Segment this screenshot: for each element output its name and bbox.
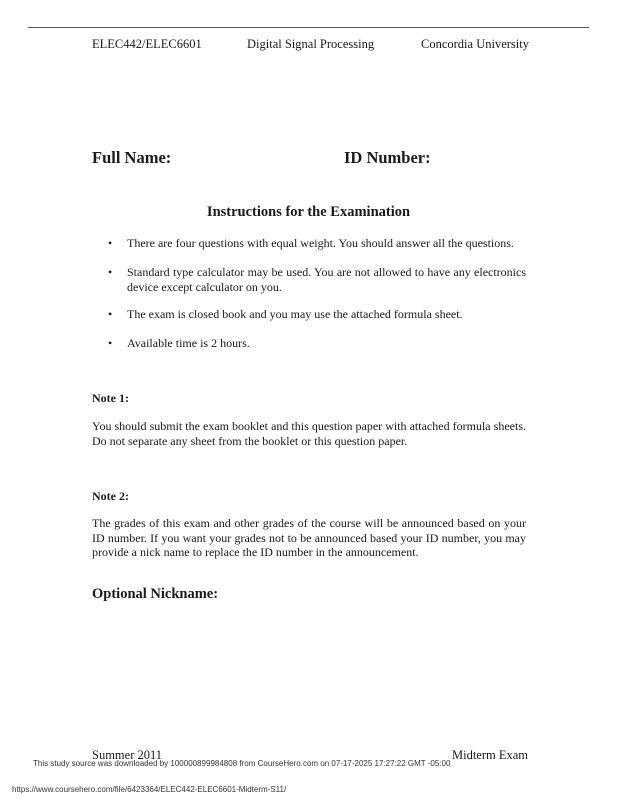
university-name: Concordia University: [421, 37, 529, 51]
course-code: ELEC442/ELEC6601: [92, 37, 202, 51]
bullet-icon: •: [108, 236, 113, 250]
list-item: [108, 265, 526, 294]
course-subject: Digital Signal Processing: [247, 37, 375, 51]
footer-term: Summer 2011: [92, 748, 163, 762]
list-item: [108, 236, 526, 251]
note2-title: Note 2:: [92, 489, 129, 503]
instructions-title: Instructions for the Examination: [206, 204, 411, 220]
nickname-label: Optional Nickname:: [92, 586, 219, 602]
footer-exam: Midterm Exam: [452, 748, 529, 762]
instruction-text: Standard type calculator may be used. You are not allowed to have any electronics device except calculator on you.: [127, 265, 526, 294]
id-number-label: ID Number:: [344, 148, 431, 167]
instruction-text: There are four questions with equal weight. You should answer all the questions.: [127, 236, 514, 250]
bullet-icon: •: [108, 336, 113, 350]
source-url[interactable]: https://www.coursehero.com/file/6423364/ELEC442-ELEC6601-Midterm-S11/: [12, 785, 287, 794]
instruction-text: Available time is 2 hours.: [127, 336, 250, 350]
list-item: [108, 336, 526, 351]
bullet-icon: •: [108, 265, 113, 279]
note2-text: The grades of this exam and other grades of the course will be announced based on your ID number. If you want your grades not to be announced based your ID number, you may provide a nick name to replace the ID number in the announcement.: [92, 516, 526, 559]
note1-title: Note 1:: [92, 391, 129, 405]
header-rule: [28, 27, 589, 28]
list-item: [108, 307, 526, 322]
full-name-label: Full Name:: [92, 148, 172, 167]
note1-text: You should submit the exam booklet and this question paper with attached formula sheets. Do not separate any sheet from the booklet or this question paper.: [92, 419, 526, 448]
instruction-text: The exam is closed book and you may use the attached formula sheet.: [127, 307, 463, 321]
download-notice: This study source was downloaded by 100000899984808 from CourseHero.com on 07-17-2025 17:27:22 GMT -05:00: [33, 759, 451, 768]
bullet-icon: •: [108, 307, 113, 321]
